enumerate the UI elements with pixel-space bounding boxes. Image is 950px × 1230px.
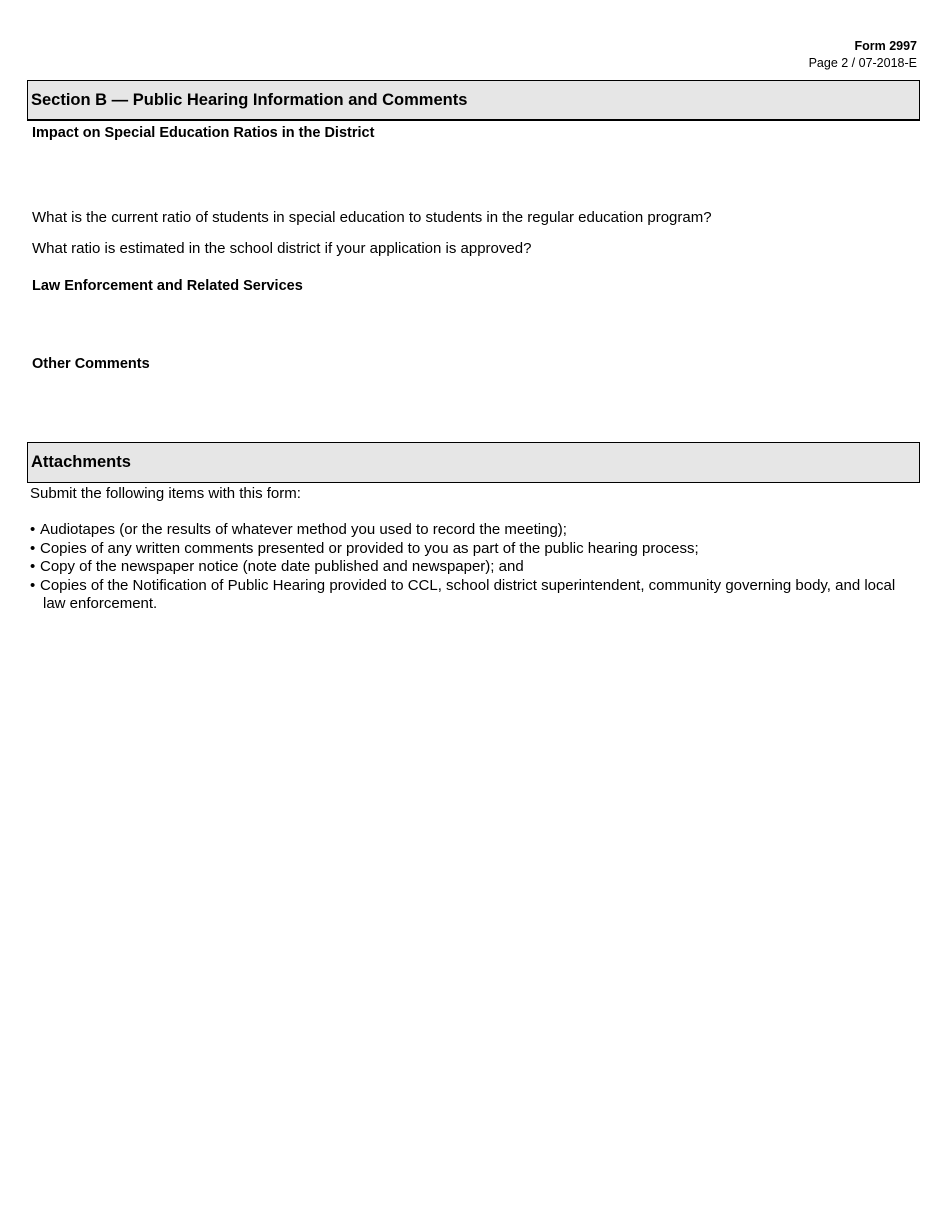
attachments-title: Attachments — [31, 453, 131, 471]
list-item: • Copy of the newspaper notice (note date published and newspaper); and — [30, 558, 524, 575]
estimated-ratio-question: What ratio is estimated in the school district if your application is approved? — [32, 240, 532, 257]
bullet-icon: • — [30, 521, 36, 538]
impact-heading: Impact on Special Education Ratios in the District — [32, 125, 375, 141]
bullet-icon: • — [30, 539, 36, 557]
bullet-icon: • — [30, 576, 36, 594]
list-item: • Copies of any written comments presented or provided to you as part of the public hearing process; — [30, 539, 699, 557]
section-b-title: Section B — Public Hearing Information and Comments — [31, 91, 468, 109]
form-header — [809, 38, 917, 72]
section-b-header — [27, 80, 920, 121]
attachments-header — [27, 442, 920, 483]
law-enforcement-heading: Law Enforcement and Related Services — [32, 278, 303, 294]
form-number: Form 2997 — [854, 39, 917, 53]
current-ratio-question: What is the current ratio of students in special education to students in the regular education program? — [32, 209, 712, 226]
list-item: • Audiotapes (or the results of whatever method you used to record the meeting); — [30, 521, 567, 538]
attachments-intro: Submit the following items with this form: — [30, 485, 301, 502]
attachments-list — [30, 521, 910, 614]
page-reference: Page 2 / 07-2018-E — [808, 56, 917, 70]
bullet-icon: • — [30, 558, 36, 575]
list-item: • Copies of the Notification of Public Hearing provided to CCL, school district superintendent, community governing body, and local law enforcement. — [30, 576, 896, 612]
other-comments-heading: Other Comments — [32, 356, 150, 372]
